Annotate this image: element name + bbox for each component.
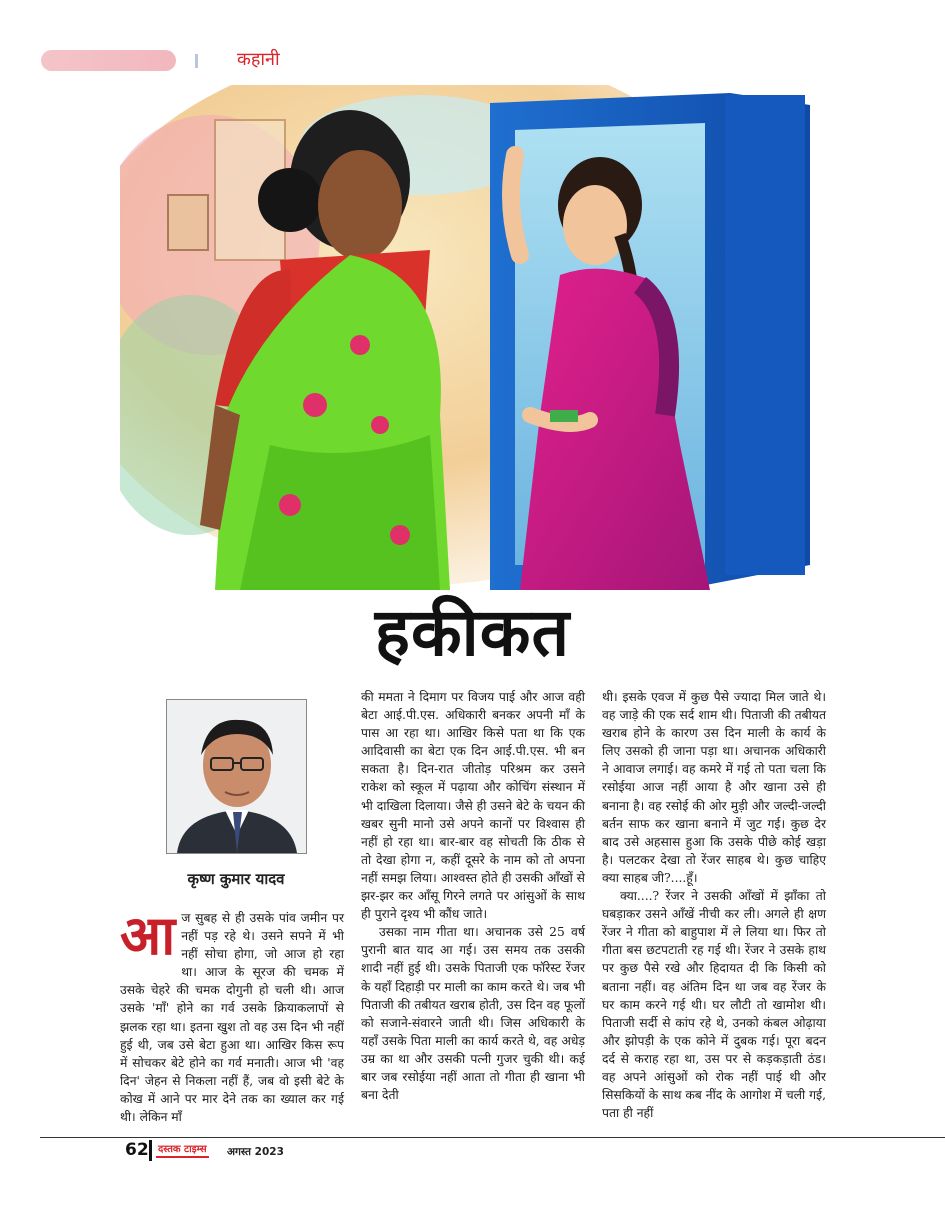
- header-divider: [195, 54, 198, 68]
- footer-divider: [149, 1140, 152, 1161]
- article-title: हकीकत: [374, 594, 571, 671]
- author-photo: [166, 699, 307, 854]
- author-name: कृष्ण कुमार यादव: [187, 870, 285, 888]
- article-paragraph: ज सुबह से ही उसके पांव जमीन पर नहीं पड़ रहे थे। उसने सपने में भी नहीं सोचा होगा, जो आज हो रहा था। आज के सूरज की चमक में उसके चेहरे की चमक दोगुनी हो चली थी। आज उसके 'माँ' होने का गर्व उसके क्रियाकलापों से झलक रहा था। इतना खुश तो वह उस दिन भी नहीं हुई थी, जब उसे बेटा हुआ था। आखिर किस रूप में सोचकर बेटे होने का गर्व मनाती। आज भी 'वह दिन' जेहन से निकला नहीं हैं, जब वो इसी बेटे के कोख में आने पर मार देने तक का ख्याल कर गई थी। लेकिन माँ: [120, 911, 344, 1125]
- article-paragraph: क्या....? रेंजर ने उसकी आँखों में झाँका तो घबड़ाकर उसने आँखें नीची कर ली। अगले ही क्षण रेंजर ने गीता को बाहुपाश में ले लिया था। फिर तो गीता बस छटपटाती रह गई थी। रेंजर ने उसके हाथ पर कुछ पैसे रखे और हिदायत दी कि किसी को बताना नहीं। वह अंतिम दिन था जब वह रेंजर के घर काम करने गई थी। घर लौटी तो खामोश थी। पिताजी सर्दी से कांप रहे थे, उनको कंबल ओढ़ाया और झोपड़ी के एक कोने में दुबक गई। पूरा बदन दर्द से कराह रहा था, उस पर से कड़कड़ाती ठंड। वह अपने आंसुओं को रोक नहीं पाई थी और सिसकियों के साथ कब नींद के आगोश में चली गई, पता ही नहीं: [602, 889, 826, 1121]
- magazine-logo: दस्तक टाइम्स: [156, 1143, 209, 1158]
- article-column-2: [361, 688, 585, 1104]
- article-paragraph: थी। इसके एवज में कुछ पैसे ज्यादा मिल जाते थे। वह जाड़े की एक सर्द शाम थी। पिताजी की तबीयत खराब होने के कारण उस दिन माली के कार्य के लिए उसको ही जाना पड़ा था। अचानक अधिकारी ने आवाज लगाई। वह कमरे में गई तो पता चला कि रसोईया आज नहीं आया है और खाना उसे ही बनाना है। वह रसोई की ओर मुड़ी और जल्दी-जल्दी बर्तन साफ कर खाना बनाने में जुट गई। कुछ देर बाद उसे अहसास हुआ कि उसके पीछे कोई खड़ा है। पलटकर देखा तो रेंजर साहब थे। कुछ चाहिए क्या साहब जी?....हूँ।: [602, 690, 826, 885]
- section-label: कहानी: [237, 49, 280, 70]
- drop-cap: आ: [120, 904, 176, 967]
- page-number: 62: [125, 1140, 149, 1160]
- issue-date: अगस्त 2023: [227, 1146, 284, 1158]
- article-column-3: [602, 688, 826, 1122]
- footer-rule: [40, 1137, 945, 1138]
- article-column-1: [120, 904, 344, 1126]
- header-pill: [41, 50, 176, 71]
- article-paragraph: उसका नाम गीता था। अचानक उसे 25 वर्ष पुरानी बात याद आ गई। उस समय तक उसकी शादी नहीं हुई थी। उसके पिताजी एक फॉरेस्ट रेंजर के यहाँ दिहाड़ी पर माली का काम करते थे। जब भी पिताजी की तबीयत खराब होती, उस दिन वह फूलों को सजाने-संवारने जाती थी। जिस अधिकारी के यहाँ उसके पिता माली का कार्य करते थे, वह अधेड़ उम्र का था और उसकी पत्नी गुजर चुकी थी। कई बार जब रसोईया नहीं आता तो गीता ही खाना भी बना देती: [361, 925, 585, 1103]
- article-paragraph: की ममता ने दिमाग पर विजय पाई और आज वही बेटा आई.पी.एस. अधिकारी बनकर अपनी माँ के पास आ रहा था। आखिर किसे पता था कि एक आदिवासी का बेटा एक दिन आई.पी.एस. भी बन सकता है। दिन-रात जीतोड़ परिश्रम कर उसने राकेश को स्कूल में पढ़ाया और कोचिंग संस्थान में भी दाखिला दिलाया। जैसे ही उसने बेटे के चयन की खबर सुनी मानो उसे अपने कानों पर विश्वास ही नहीं हो रहा था। बार-बार वह सोचती कि ठीक से तो देखा होगा न, कहीं दूसरे के नाम को तो अपना नहीं समझ लिया। आश्वस्त होते ही उसकी आँखों से झर-झर कर आँसू गिरने लगते पर आंसुओं के साथ ही पुराने दृश्य भी कौंध जाते।: [361, 690, 585, 922]
- story-illustration: [120, 85, 830, 590]
